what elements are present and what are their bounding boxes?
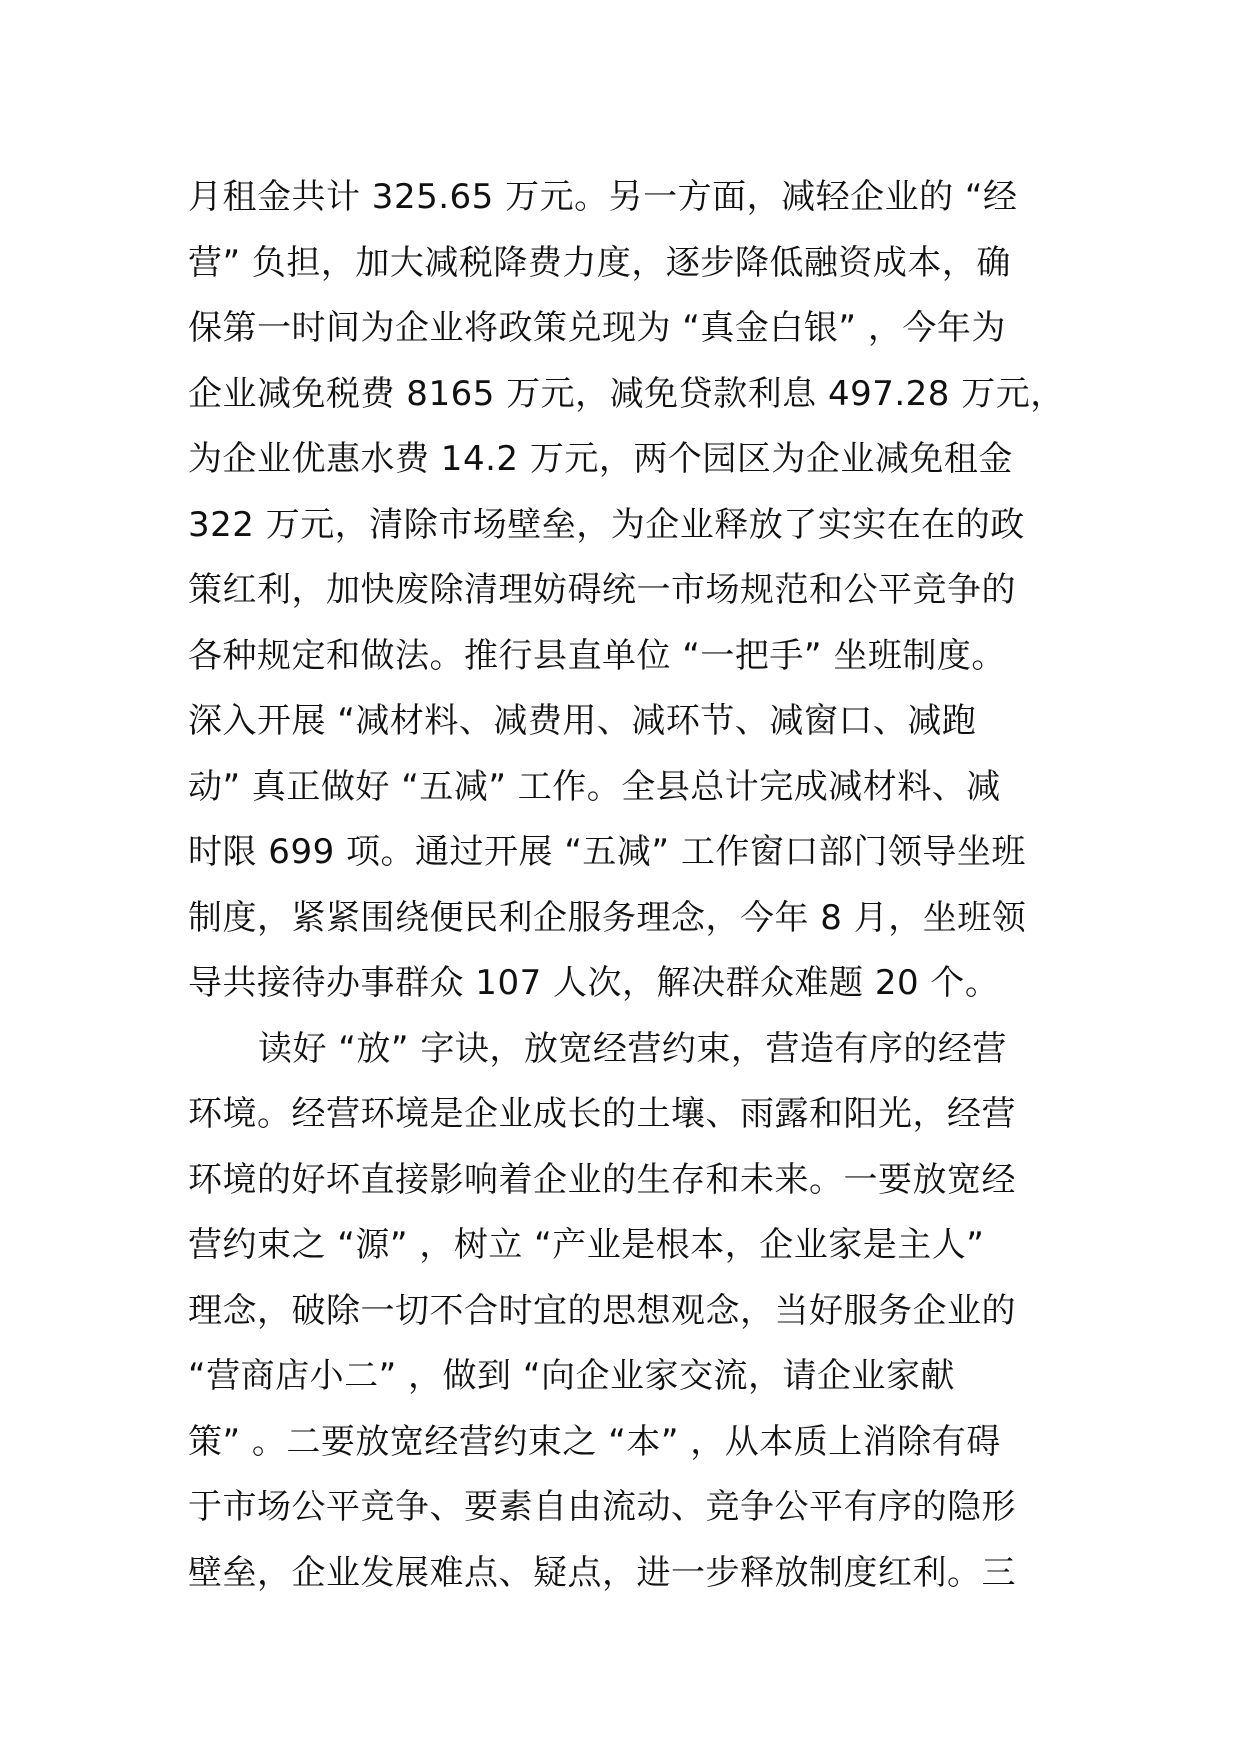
text-line: 环境的好坏直接影响着企业的生存和未来。一要放宽经 (188, 1159, 1016, 1200)
text-line: 时限 699 项。通过开展 “五减” 工作窗口部门领导坐班 (188, 832, 1026, 872)
text-line: 营约束之 “源” ，树立 “产业是根本，企业家是主人” (188, 1225, 985, 1265)
text-line: 为企业优惠水费 14.2 万元，两个园区为企业减免租金 (188, 439, 1013, 479)
text-line: 营” 负担，加大减税降费力度，逐步降低融资成本，确 (188, 242, 1011, 283)
text-line: 理念，破除一切不合时宜的思想观念，当好服务企业的 (188, 1290, 1016, 1331)
text-line: 各种规定和做法。推行县直单位 “一把手” 坐班制度。 (188, 635, 1006, 676)
text-line: 导共接待办事群众 107 人次，解决群众难题 20 个。 (188, 963, 1000, 1003)
text-line: 保第一时间为企业将政策兑现为 “真金白银” ，今年为 (188, 308, 1006, 348)
text-line: 动” 真正做好 “五减” 工作。全县总计完成减材料、减 (188, 766, 1001, 807)
text-line: 深入开展 “减材料、减费用、减环节、减窗口、减跑 (188, 701, 977, 741)
body-text (188, 165, 1088, 1606)
text-line: 322 万元，清除市场壁垒，为企业释放了实实在在的政 (188, 504, 1025, 545)
text-line: 月租金共计 325.65 万元。另一方面，减轻企业的 “经 (188, 177, 1018, 217)
text-line: 壁垒，企业发展难点、疑点，进一步释放制度红利。三 (188, 1552, 1016, 1593)
text-line: 环境。经营环境是企业成长的土壤、雨露和阳光，经营 (188, 1094, 1016, 1134)
paragraph-start-line: 读好 “放” 字诀，放宽经营约束，营造有序的经营 (258, 1028, 1007, 1069)
text-line: 策红利，加快废除清理妨碍统一市场规范和公平竞争的 (188, 570, 1016, 610)
text-line: “营商店小二” ，做到 “向企业家交流，请企业家献 (188, 1356, 955, 1396)
text-line: 于市场公平竞争、要素自由流动、竞争公平有序的隐形 (188, 1487, 1016, 1527)
text-line: 制度，紧紧围绕便民利企服务理念，今年 8 月，坐班领 (188, 897, 1027, 938)
text-line: 策” 。二要放宽经营约束之 “本” ，从本质上消除有碍 (188, 1421, 1001, 1462)
text-line: 企业减免税费 8165 万元，减免贷款利息 497.28 万元， (188, 373, 1065, 414)
